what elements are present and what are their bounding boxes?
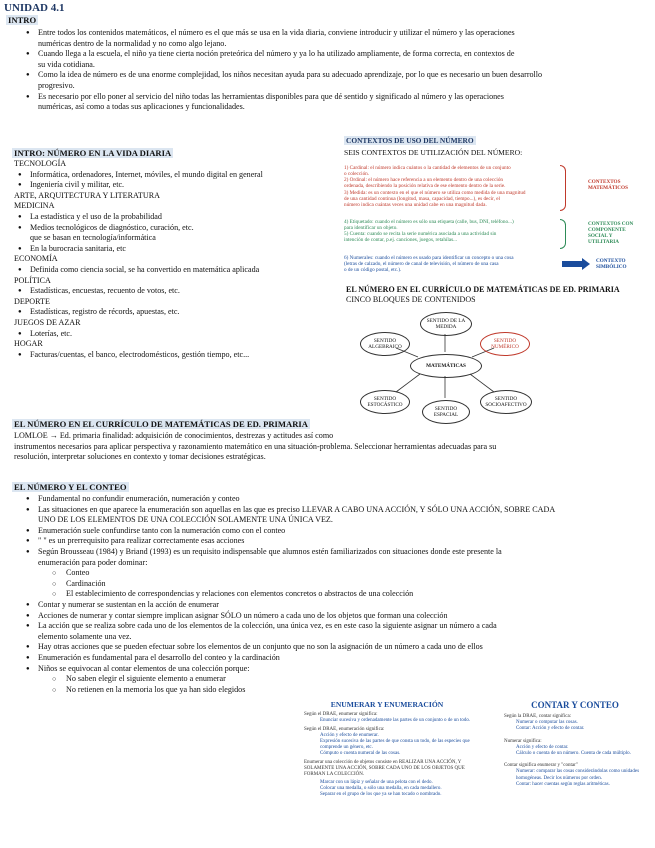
context-label-line: CONTEXTO bbox=[596, 257, 626, 264]
panel-line: Enunciar sucesiva y ordenadamente las partes de un conjunto o de un todo. bbox=[320, 718, 471, 723]
panel-line: Colocar una medalla, o sólo una medalla, en cada medallero. bbox=[320, 786, 442, 791]
list-item: ● Acciones de numerar y contar siempre implican asignar SÓLO un número a cada uno de los objetos que forman una colección bbox=[22, 611, 646, 622]
panel-text bbox=[500, 714, 650, 788]
context-label-line: CONTEXTOS bbox=[588, 178, 621, 185]
panel-line: Contar: Acción y efecto de contar. bbox=[516, 726, 585, 732]
contexts-title: CONTEXTOS DE USO DEL NÚMERO bbox=[346, 136, 474, 145]
panel-line: Numerar: comparar las cosas considerándolas como unidades homogéneas. Decir los números por orden. bbox=[516, 769, 640, 781]
category-label: POLÍTICA bbox=[14, 275, 51, 285]
list-item: ○ No saben elegir el siguiente elemento a enumerar bbox=[22, 674, 286, 685]
context-line: 3) Medida: es un contexto en el que el número se utiliza como medida de una magnitud bbox=[344, 189, 526, 196]
intro-list bbox=[22, 28, 644, 113]
context-group-math bbox=[344, 165, 650, 209]
panel-line: Acción y efecto de contar. bbox=[516, 744, 569, 750]
category-label: ECONOMÍA bbox=[14, 254, 58, 264]
context-line: 1) Cardinal: el número indica cuántos o la cantidad de elementos de un conjunto bbox=[344, 164, 511, 171]
list-item: ● Estadísticas, registro de récords, apuestas, etc. bbox=[14, 307, 354, 318]
list-item: ● Niños se equivocan al contar elementos de una colección porque: bbox=[22, 664, 288, 675]
conteo-list bbox=[22, 494, 646, 695]
panel-line: Cómputo o cuenta numeral de las cosas. bbox=[320, 751, 401, 756]
panel-line: Según el DRAE, enumerar significa: bbox=[304, 712, 378, 717]
panel-line: Marcar con un lápiz y señalar de una pelota con el dedo. bbox=[320, 780, 433, 785]
panel-line: Contar: hacer cuentas según reglas aritméticas. bbox=[516, 781, 610, 787]
curriculum-text bbox=[14, 431, 646, 463]
brace-icon bbox=[560, 219, 566, 249]
category-label: MEDICINA bbox=[14, 201, 55, 211]
context-text bbox=[344, 165, 556, 209]
panel-line: Según el DRAE, enumeración significa: bbox=[304, 727, 385, 732]
panel-line: Acción y efecto de enumerar. bbox=[320, 733, 379, 738]
list-item: su vida cotidiana. bbox=[38, 59, 95, 69]
context-label-line: SIMBÓLICO bbox=[596, 263, 627, 270]
context-line: 5) Cuenta: cuando se recita la serie numérica asociada a una actividad sin bbox=[344, 231, 497, 238]
block-node: SENTIDO ESTOCÁSTICO bbox=[360, 390, 410, 414]
panel-line: Separar en el grupo de los que ya se han tocado o nombrado. bbox=[320, 792, 442, 797]
arrow-head-icon bbox=[582, 258, 590, 270]
contar-panel bbox=[500, 700, 650, 844]
panel-line: Numerar o computar las cosas. bbox=[516, 720, 578, 726]
context-line: 6) Numerales: cuando el número es usado para identificar un concepto o una cosa bbox=[344, 254, 514, 261]
list-item: ● Ingeniería civil y militar, etc. bbox=[14, 180, 354, 191]
context-line: (letras de calzado, el número de canal de televisión, el número de una casa bbox=[344, 260, 499, 267]
list-item: ● Las situaciones en que aparece la enumeración son aquellas en las que es preciso LLEVAR A CABO UNA ACCIÓN, Y SÓLO UNA ACCIÓN, SOBRE CADA bbox=[22, 505, 646, 516]
list-item: enumeración para poder dominar: bbox=[38, 557, 148, 567]
context-label-line: CONTEXTOS CON bbox=[588, 220, 634, 227]
arrow-icon bbox=[562, 261, 584, 267]
blocks-diagram bbox=[360, 312, 530, 422]
list-item: ● Contar y numerar se sustentan en la acción de enumerar bbox=[22, 600, 646, 611]
context-group-social bbox=[344, 219, 650, 249]
brace-icon bbox=[560, 165, 566, 211]
category-label: HOGAR bbox=[14, 339, 43, 349]
list-item: ● Entre todos los contenidos matemáticos, el número es el que más se usa en la vida diaria, conviene introducir y utilizar el número y las operaciones bbox=[22, 28, 644, 39]
block-node: SENTIDO ESPACIAL bbox=[422, 400, 470, 424]
list-item: que se basan en tecnología/informática bbox=[30, 233, 156, 243]
context-label-line: UTILITARIA bbox=[588, 239, 620, 246]
daily-section bbox=[14, 159, 354, 360]
center-node: MATEMÁTICAS bbox=[410, 354, 482, 378]
category-label: TECNOLOGÍA bbox=[14, 159, 67, 168]
context-label-line: COMPONENTE bbox=[588, 226, 626, 233]
context-line: de una cantidad continua (longitud, masa, capacidad, tiempo...), es decir, el bbox=[344, 196, 500, 203]
panel-title: CONTAR Y CONTEO bbox=[531, 700, 619, 710]
list-item: ○ Cardinación bbox=[22, 579, 646, 590]
context-line: o de un código postal, etc.). bbox=[344, 267, 402, 274]
list-item: progresivo. bbox=[38, 80, 75, 90]
list-item: ● Informática, ordenadores, Internet, móviles, el mundo digital en general bbox=[14, 170, 354, 181]
list-item: ○ Conteo bbox=[22, 568, 646, 579]
contexts-panel bbox=[344, 130, 650, 277]
context-line: ordenada, describiendo la posición relativa de ese elemento dentro de la serie. bbox=[344, 183, 506, 190]
list-item: elemento solamente una vez. bbox=[38, 631, 132, 641]
context-group-symbolic bbox=[344, 255, 650, 277]
list-item: ○ No retienen en la memoria los que ya han sido elegidos bbox=[22, 685, 296, 696]
list-item: numéricas, así como a todas sus aplicaciones y funcionalidades. bbox=[38, 102, 245, 112]
panel-line: Según la DRAE, contar significa: bbox=[504, 714, 572, 719]
intro-heading: INTRO bbox=[8, 15, 37, 25]
text-line: instrumentos necesarios para aplicar perspectiva y razonamiento matemático en una situación-problema. Seleccionar herramientas adecuadas para su bbox=[14, 441, 497, 451]
context-label-math bbox=[588, 179, 628, 192]
panel-line: Cálculo o cuenta de un número. Cuenta de cada múltiplo. bbox=[516, 751, 631, 757]
list-item: ● " " es un prerrequisito para realizar correctamente esas acciones bbox=[22, 536, 646, 547]
list-item: ● Fundamental no confundir enumeración, numeración y conteo bbox=[22, 494, 646, 505]
panel-line: Expresión sucesiva de las partes de que consta un todo, de las especies que comprende un género, etc. bbox=[320, 739, 470, 750]
context-line: o colección. bbox=[344, 170, 370, 177]
list-item: numéricas dentro de la normalidad y no como algo lejano. bbox=[38, 38, 227, 48]
context-label-symbolic bbox=[596, 258, 627, 271]
context-line: número indica cuántas veces una unidad cabe en una magnitud dada. bbox=[344, 202, 487, 209]
list-item: ● Según Brousseau (1984) y Briand (1993) es un requisito indispensable que alumnos estén familiarizados con situaciones donde este presente la bbox=[22, 547, 646, 558]
panel-line: Contar significa enumerar y "contar" bbox=[504, 763, 578, 769]
panel-text bbox=[288, 712, 486, 798]
block-node: SENTIDO SOCIOAFECTIVO bbox=[480, 390, 532, 414]
unit-title: UNIDAD 4.1 bbox=[4, 2, 65, 14]
list-item: ● En la burocracia sanitaria, etc bbox=[14, 244, 354, 255]
list-item: UNO DE LOS ELEMENTOS DE UNA COLECCIÓN SOLAMENTE UNA ÚNICA VEZ. bbox=[38, 515, 333, 525]
contexts-subtitle: SEIS CONTEXTOS DE UTILIZACIÓN DEL NÚMERO: bbox=[344, 148, 523, 157]
category-label: ARTE, ARQUITECTURA Y LITERATURA bbox=[14, 190, 160, 200]
context-label-line: SOCIAL Y bbox=[588, 233, 613, 240]
category-label: JUEGOS DE AZAR bbox=[14, 317, 81, 327]
context-label-social bbox=[588, 221, 633, 246]
list-item: ● Es necesario por ello poner al servicio del niño todas las herramientas disponibles para que dé sentido y significado al número y las operaciones bbox=[22, 92, 644, 103]
curriculum-heading: EL NÚMERO EN EL CURRÍCULO DE MATEMÁTICAS DE ED. PRIMARIA bbox=[14, 419, 308, 429]
list-item: ● Estadísticas, encuestas, recuento de votos, etc. bbox=[14, 286, 354, 297]
context-line: 4) Etiquetado: cuando el número es sólo una etiqueta (calle, bus, DNI, teléfono...) bbox=[344, 218, 514, 225]
list-item: ● La acción que se realiza sobre cada uno de los elementos de la colección, una única vez, es en este caso la siguiente asignar un número a cada bbox=[22, 621, 646, 632]
context-line: para identificar un objeto. bbox=[344, 224, 398, 231]
context-line: intención de contar, p.ej. canciones, juegos, retahílas... bbox=[344, 237, 458, 244]
curriculum-title: EL NÚMERO EN EL CURRÍCULO DE MATEMÁTICAS DE ED. PRIMARIA bbox=[346, 285, 620, 294]
block-node: SENTIDO ALGEBRAICO bbox=[360, 332, 410, 356]
list-item: ● Cuando llega a la escuela, el niño ya tiene cierta noción preteórica del número y ya lo ha utilizado ampliamente, de forma correcta, en contextos de bbox=[22, 49, 644, 60]
list-item: ○ El establecimiento de correspondencias y relaciones con elementos concretos o abstractos de una colección bbox=[22, 589, 646, 600]
context-text bbox=[344, 219, 556, 244]
list-item: ● Facturas/cuentas, el banco, electrodomésticos, gestión tiempo, etc... bbox=[14, 350, 354, 361]
daily-heading: INTRO: NÚMERO EN LA VIDA DIARIA bbox=[14, 148, 172, 158]
context-line: 2) Ordinal: el número hace referencia a un elemento dentro de una colección bbox=[344, 177, 504, 184]
text-line: resolución, interpretar soluciones en contexto y tomar decisiones estratégicas. bbox=[14, 452, 266, 462]
list-item: ● Medios tecnológicos de diagnóstico, curación, etc. bbox=[14, 223, 354, 234]
list-item: ● Enumeración es fundamental para el desarrollo del conteo y la cardinación bbox=[22, 653, 646, 664]
block-node: SENTIDO DE LA MEDIDA bbox=[420, 312, 472, 336]
conteo-heading: EL NÚMERO Y EL CONTEO bbox=[14, 482, 127, 492]
list-item: ● Como la idea de número es de una enorme complejidad, los niños necesitan ayuda para su adecuado aprendizaje, por lo que es necesario un buen desarrollo bbox=[22, 70, 644, 81]
panel-line: Numerar significa: bbox=[504, 738, 542, 744]
list-item: ● Definida como ciencia social, se ha convertido en matemática aplicada bbox=[14, 265, 354, 276]
panel-line: Enumerar una colección de objetos consiste en REALIZAR UNA ACCIÓN, Y SOLAMENTE UNA ACCIÓN, SOBRE CADA UNO DE LOS OBJETOS QUE FORMAN LA COLECCIÓN. bbox=[304, 760, 465, 777]
curriculum-subtitle: CINCO BLOQUES DE CONTENIDOS bbox=[346, 295, 476, 304]
enumerar-panel bbox=[288, 700, 486, 844]
category-label: DEPORTE bbox=[14, 296, 50, 306]
context-label-line: MATEMÁTICOS bbox=[588, 184, 628, 191]
list-item: ● Hay otras acciones que se pueden efectuar sobre los elementos de un conjunto que no son la asignación de un número a cada uno de ellos bbox=[22, 642, 646, 653]
block-node: SENTIDO NUMÉRICO bbox=[480, 332, 530, 356]
text-line: LOMLOE → Ed. primaria finalidad: adquisición de conocimientos, destrezas y actitudes así como bbox=[14, 431, 334, 440]
list-item: ● Loterías, etc. bbox=[14, 329, 354, 340]
list-item: ● Enumeración suele confundirse tanto con la numeración como con el conteo bbox=[22, 526, 646, 537]
panel-title: ENUMERAR Y ENUMERACIÓN bbox=[330, 700, 444, 709]
context-text bbox=[344, 255, 556, 274]
list-item: ● La estadística y el uso de la probabilidad bbox=[14, 212, 354, 223]
